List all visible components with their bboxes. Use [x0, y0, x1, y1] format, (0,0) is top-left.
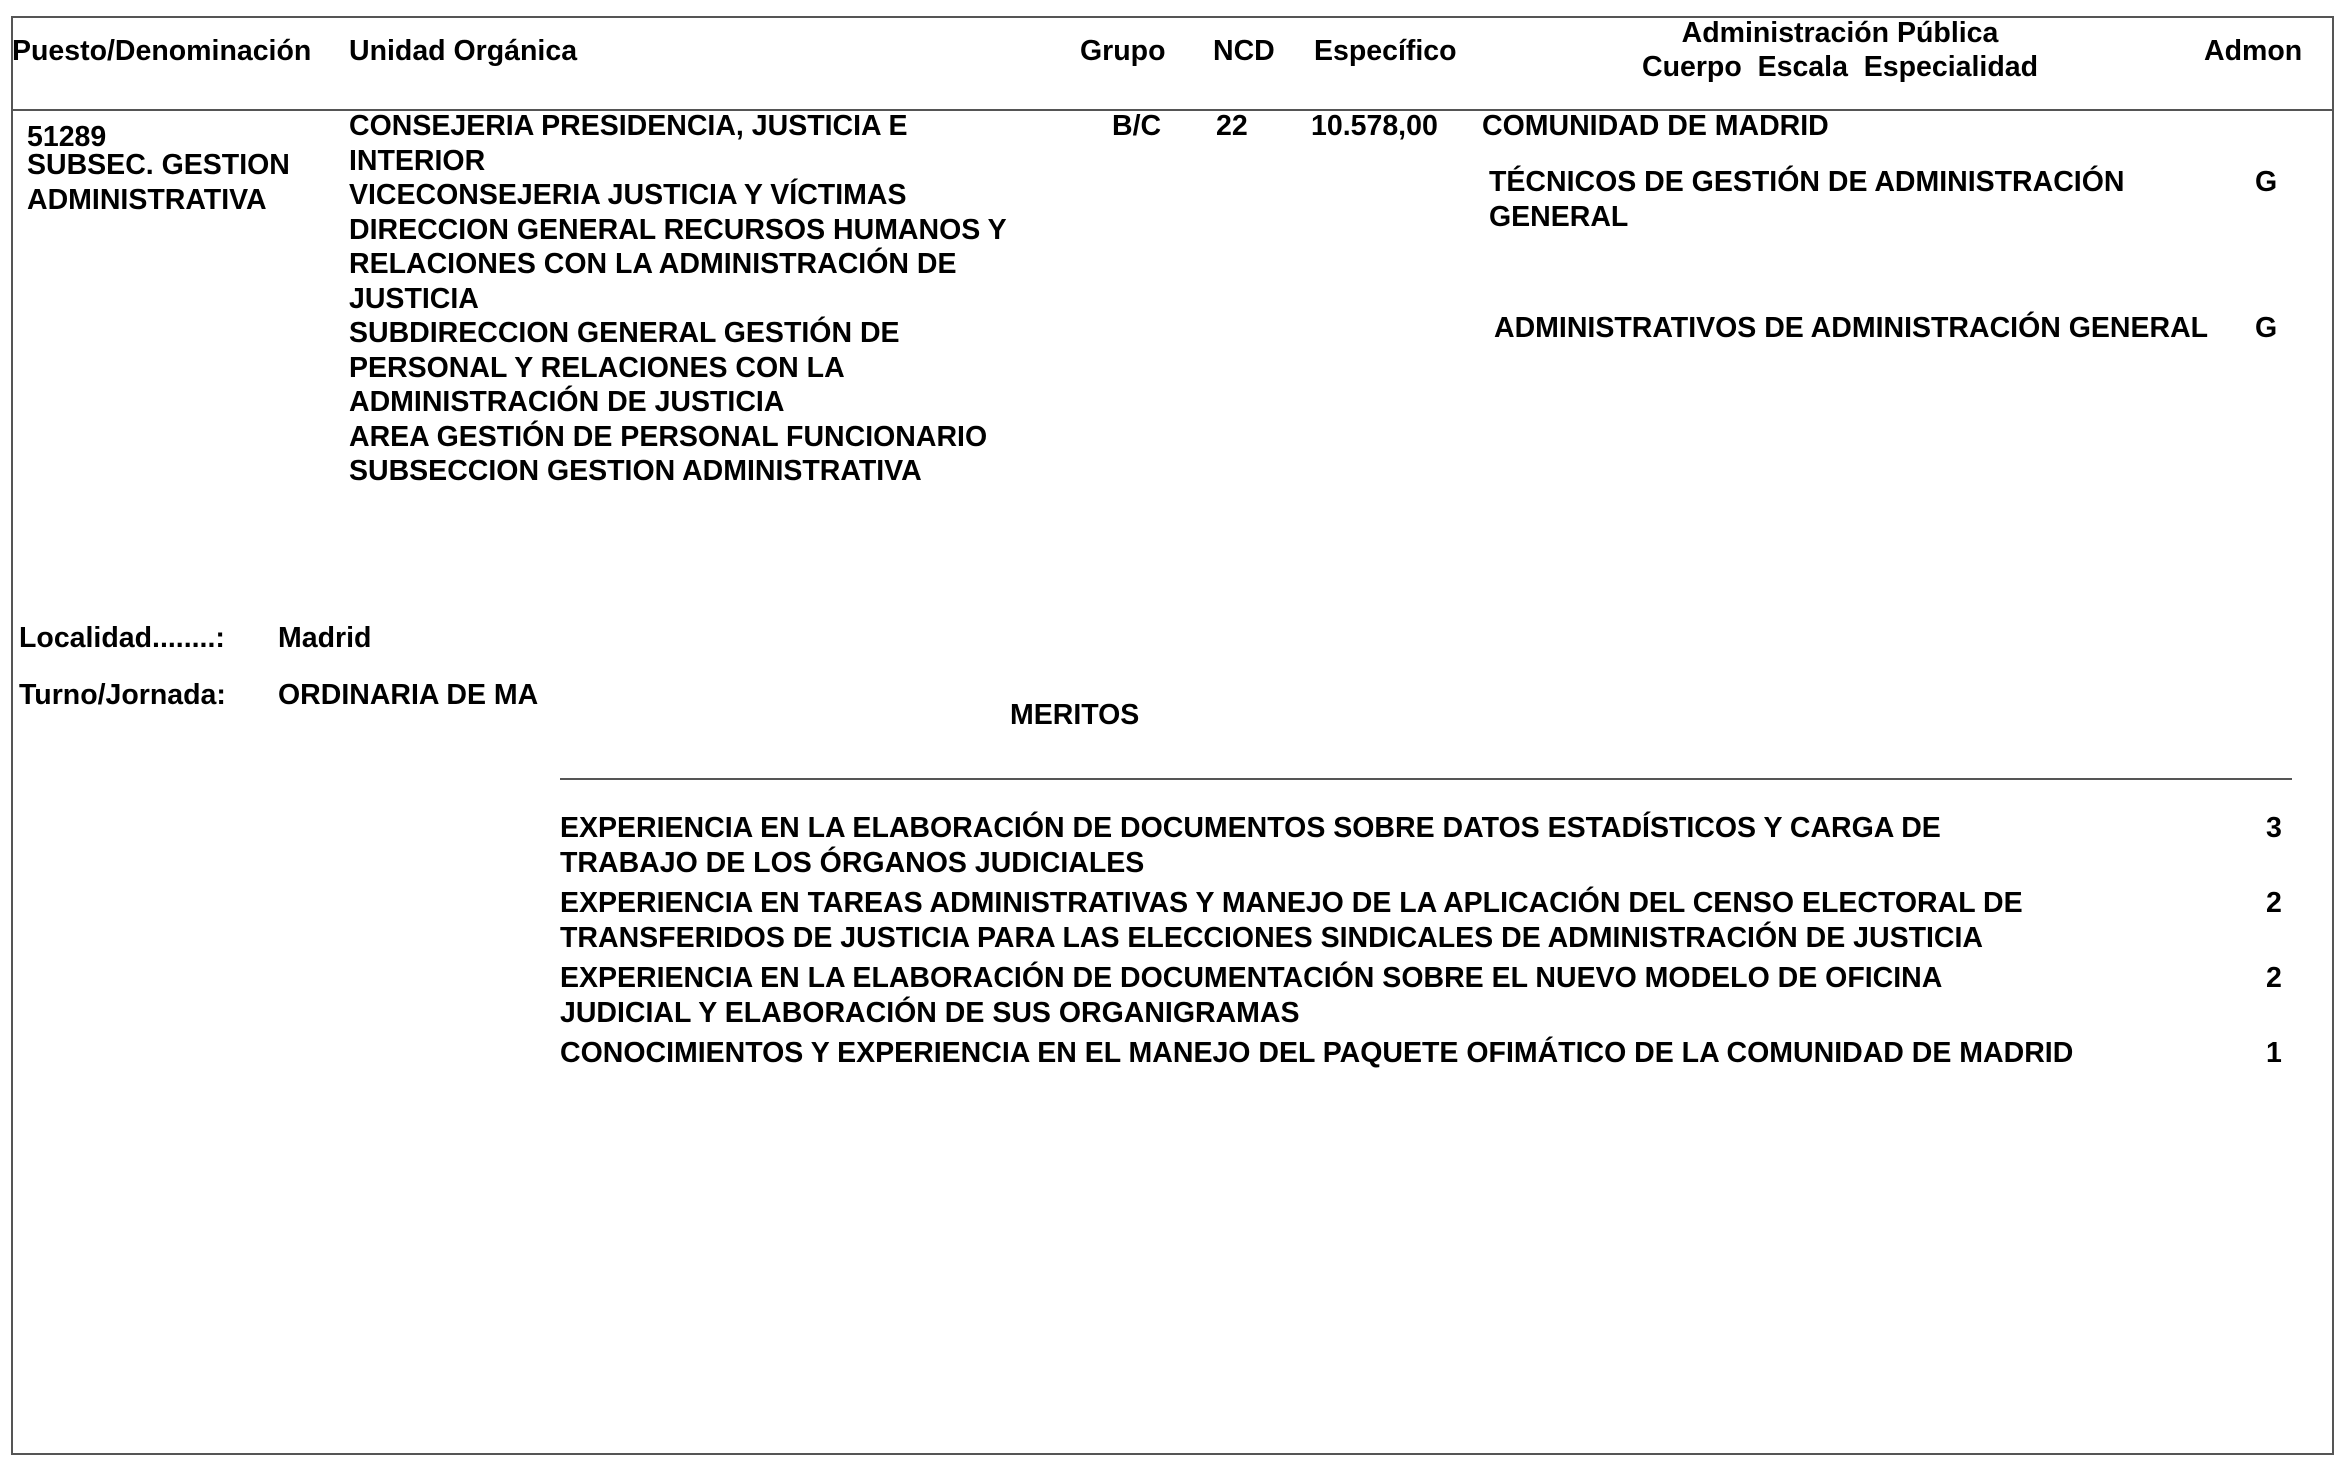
unidad-line: SUBDIRECCION GENERAL GESTIÓN DE	[349, 317, 900, 349]
merito-item	[560, 886, 2023, 955]
merito-line: EXPERIENCIA EN LA ELABORACIÓN DE DOCUMENTOS SOBRE DATOS ESTADÍSTICOS Y CARGA DE	[560, 812, 1941, 844]
cuerpo-line: GENERAL	[1489, 200, 1629, 233]
merito-line: EXPERIENCIA EN LA ELABORACIÓN DE DOCUMENTACIÓN SOBRE EL NUEVO MODELO DE OFICINA	[560, 962, 1943, 994]
puesto-denominacion	[27, 148, 290, 217]
merito-puntos: 3	[2266, 812, 2282, 844]
merito-line: EXPERIENCIA EN TAREAS ADMINISTRATIVAS Y MANEJO DE LA APLICACIÓN DEL CENSO ELECTORAL DE	[560, 887, 2023, 919]
cuerpo-1	[1489, 165, 2124, 234]
unidad-line: CONSEJERIA PRESIDENCIA, JUSTICIA E	[349, 110, 908, 142]
merito-puntos: 1	[2266, 1037, 2282, 1069]
turno-value: ORDINARIA DE MA	[278, 679, 539, 711]
puesto-administracion: COMUNIDAD DE MADRID	[1482, 110, 1829, 142]
meritos-divider	[560, 778, 2292, 780]
puesto-grupo: B/C	[1112, 110, 1162, 142]
header-puesto: Puesto/Denominación	[12, 35, 312, 67]
header-admon: Admon	[2204, 35, 2303, 67]
denominacion-line: SUBSEC. GESTION	[27, 149, 290, 181]
merito-item	[560, 811, 1941, 880]
cuerpo-2-admon: G	[2255, 312, 2278, 344]
unidad-line: VICECONSEJERIA JUSTICIA Y VÍCTIMAS	[349, 179, 907, 211]
merito-puntos: 2	[2266, 887, 2282, 919]
merito-line: JUDICIAL Y ELABORACIÓN DE SUS ORGANIGRAMAS	[560, 996, 1300, 1029]
unidad-line: SUBSECCION GESTION ADMINISTRATIVA	[349, 455, 922, 487]
header-ncd: NCD	[1213, 35, 1275, 67]
localidad-value: Madrid	[278, 622, 372, 654]
merito-item	[560, 961, 1942, 1030]
merito-puntos: 2	[2266, 962, 2282, 994]
unidad-organica	[349, 109, 1007, 489]
unidad-line: JUSTICIA	[349, 282, 479, 315]
unidad-line: RELACIONES CON LA ADMINISTRACIÓN DE	[349, 248, 957, 280]
merito-line: TRANSFERIDOS DE JUSTICIA PARA LAS ELECCIONES SINDICALES DE ADMINISTRACIÓN DE JUSTICIA	[560, 921, 1983, 954]
header-admin-title: Administración Pública	[1681, 17, 1999, 49]
unidad-line: INTERIOR	[349, 144, 486, 177]
header-admin-sub: Cuerpo Escala Especialidad	[1642, 51, 2038, 83]
puesto-especifico: 10.578,00	[1311, 110, 1438, 142]
puesto-codigo: 51289	[27, 121, 107, 153]
header-especifico: Específico	[1314, 35, 1457, 67]
cuerpo-line: TÉCNICOS DE GESTIÓN DE ADMINISTRACIÓN	[1489, 166, 2125, 198]
cuerpo-2	[1494, 311, 2208, 346]
cuerpo-line: ADMINISTRATIVOS DE ADMINISTRACIÓN GENERAL	[1494, 312, 2209, 344]
denominacion-line: ADMINISTRATIVA	[27, 183, 267, 216]
cuerpo-1-admon: G	[2255, 166, 2278, 198]
header-grupo: Grupo	[1080, 35, 1166, 67]
unidad-line: AREA GESTIÓN DE PERSONAL FUNCIONARIO	[349, 420, 988, 453]
merito-line: TRABAJO DE LOS ÓRGANOS JUDICIALES	[560, 846, 1145, 879]
unidad-line: PERSONAL Y RELACIONES CON LA	[349, 351, 845, 384]
unidad-line: DIRECCION GENERAL RECURSOS HUMANOS Y	[349, 213, 1007, 246]
localidad-label: Localidad........:	[19, 622, 225, 654]
puesto-ncd: 22	[1216, 110, 1248, 142]
unidad-line: ADMINISTRACIÓN DE JUSTICIA	[349, 386, 785, 418]
turno-label: Turno/Jornada:	[19, 679, 226, 711]
meritos-title: MERITOS	[1010, 699, 1140, 731]
merito-item	[560, 1036, 2073, 1071]
merito-line: CONOCIMIENTOS Y EXPERIENCIA EN EL MANEJO DEL PAQUETE OFIMÁTICO DE LA COMUNIDAD DE MADRID	[560, 1037, 2074, 1069]
header-unidad: Unidad Orgánica	[349, 35, 578, 67]
